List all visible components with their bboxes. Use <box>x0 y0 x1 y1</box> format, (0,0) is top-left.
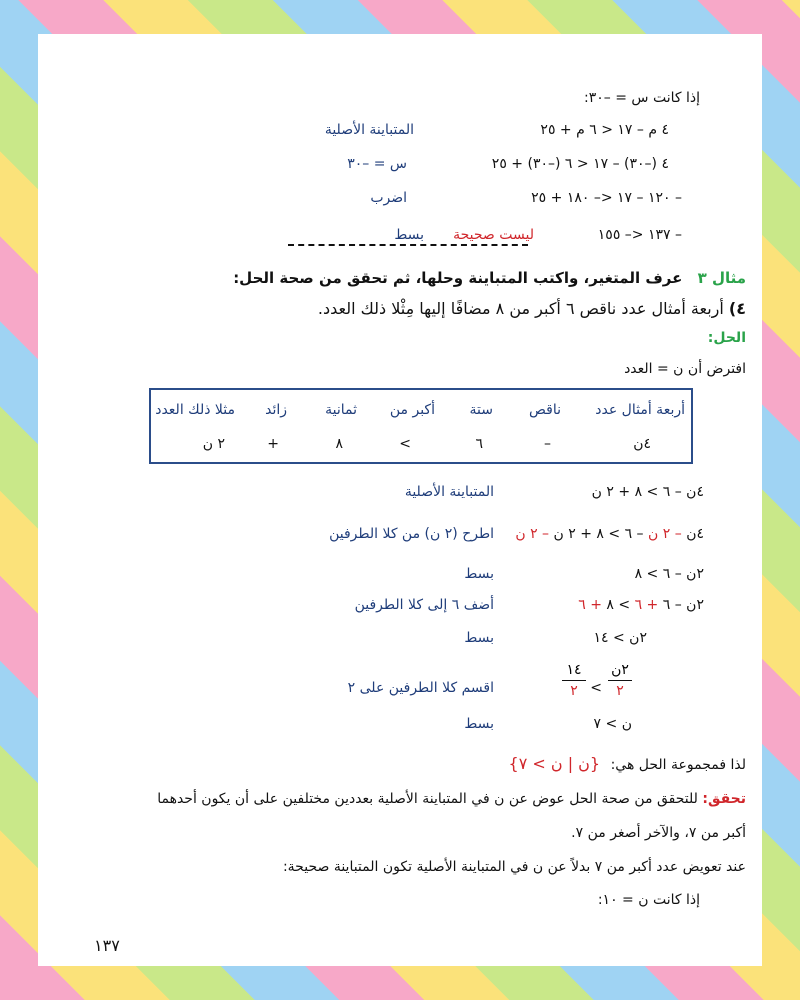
table-word-5: ثمانية <box>325 402 357 418</box>
example-instruction: عرف المتغير، واكتب المتباينة وحلها، ثم تحقق من صحة الحل: <box>233 269 683 287</box>
assume-text: افترض أن ن = العدد <box>624 361 746 377</box>
step-7-expr: ن > ٧ <box>593 716 632 732</box>
fraction-right: ١٤ ٢ <box>562 662 586 699</box>
step-1-expr: ٤ن – ٦ > ٨ + ٢ ن <box>591 484 704 500</box>
check-text-3: عند تعويض عدد أكبر من ٧ بدلاً عن ن في المتباينة الأصلية تكون المتباينة صحيحة: <box>282 859 746 875</box>
table-symbol-4: > <box>399 436 411 452</box>
table-symbol-7: ٢ ن <box>202 436 225 452</box>
block-a-expr-2: ٤ (–٣٠) – ١٧ < ٦ (–٣٠) + ٢٥ <box>491 156 669 172</box>
block-a-expr-3: – ١٢٠ – ١٧ <– ١٨٠ + ٢٥ <box>531 190 682 206</box>
example-heading <box>233 269 746 287</box>
page-number: ١٣٧ <box>94 936 120 955</box>
step-4-note: أضف ٦ إلى كلا الطرفين <box>354 597 494 613</box>
step-3-note: بسط <box>464 566 494 582</box>
step-2-expr: ٤ن – ٢ ن – ٦ > ٨ + ٢ ن – ٢ ن <box>515 526 704 542</box>
table-word-3: ستة <box>469 402 493 418</box>
table-symbol-1: ٤ن <box>633 436 651 452</box>
step-5-expr: ٢ن > ١٤ <box>593 630 647 646</box>
step-2-note: اطرح (٢ ن) من كلا الطرفين <box>329 526 494 542</box>
step-5-note: بسط <box>464 630 494 646</box>
example-label: مثال ٣ <box>697 269 746 287</box>
false-label: ليست صحيحة <box>453 227 534 243</box>
problem-line <box>318 299 746 318</box>
check-text-2: أكبر من ٧، والآخر أصغر من ٧. <box>571 825 746 841</box>
table-symbol-6: + <box>267 436 279 452</box>
step-4-expr: ٢ن – ٦ + ٦ > ٨ + ٦ <box>578 597 704 613</box>
check-text-1: للتحقق من صحة الحل عوض عن ن في المتباينة الأصلية بعددين مختلفين على أن يكون أحدهما <box>157 791 698 807</box>
table-symbol-2: – <box>544 436 551 452</box>
check-label: تحقق: <box>702 791 746 807</box>
block-a-note-3: اضرب <box>370 190 407 206</box>
textbook-page <box>38 34 762 966</box>
solution-set-label: لذا فمجموعة الحل هي: <box>610 757 746 773</box>
table-symbol-3: ٦ <box>475 436 483 452</box>
case-header: إذا كانت س = –٣٠: <box>584 90 700 106</box>
table-word-1: أربعة أمثال عدد <box>595 402 685 418</box>
table-word-6: زائد <box>265 402 287 418</box>
solution-set-line <box>509 754 747 773</box>
step-7-note: بسط <box>464 716 494 732</box>
solution-label: الحل: <box>707 330 746 346</box>
block-a-note-1: المتباينة الأصلية <box>324 122 414 138</box>
step-1-note: المتباينة الأصلية <box>404 484 494 500</box>
block-a-note-2: س = –٣٠ <box>347 156 407 172</box>
problem-number: ٤) <box>728 299 746 318</box>
problem-text: أربعة أمثال عدد ناقص ٦ أكبر من ٨ مضافًا إليها مِثْلا ذلك العدد. <box>317 299 724 318</box>
check-text-4: إذا كانت ن = ١٠: <box>597 892 700 908</box>
step-3-expr: ٢ن – ٦ > ٨ <box>634 566 704 582</box>
block-a-note-4: بسط <box>394 227 424 243</box>
step-6-note: اقسم كلا الطرفين على ٢ <box>347 680 494 696</box>
fraction-gt: > <box>590 680 602 696</box>
table-word-2: ناقص <box>528 402 561 418</box>
table-word-4: أكبر من <box>389 402 435 418</box>
dashed-divider <box>288 244 528 246</box>
block-a-expr-4: – ١٣٧ <– ١٥٥ <box>597 227 682 243</box>
check-line-1 <box>157 791 746 807</box>
block-a-expr-1: ٤ م – ١٧ < ٦ م + ٢٥ <box>540 122 669 138</box>
table-symbol-5: ٨ <box>335 436 343 452</box>
translation-table <box>149 388 693 464</box>
solution-set-value: {ن | ن > ٧} <box>508 754 601 773</box>
table-word-7: مثلا ذلك العدد <box>155 402 235 418</box>
fraction-left: ٢ن ٢ <box>608 662 632 699</box>
